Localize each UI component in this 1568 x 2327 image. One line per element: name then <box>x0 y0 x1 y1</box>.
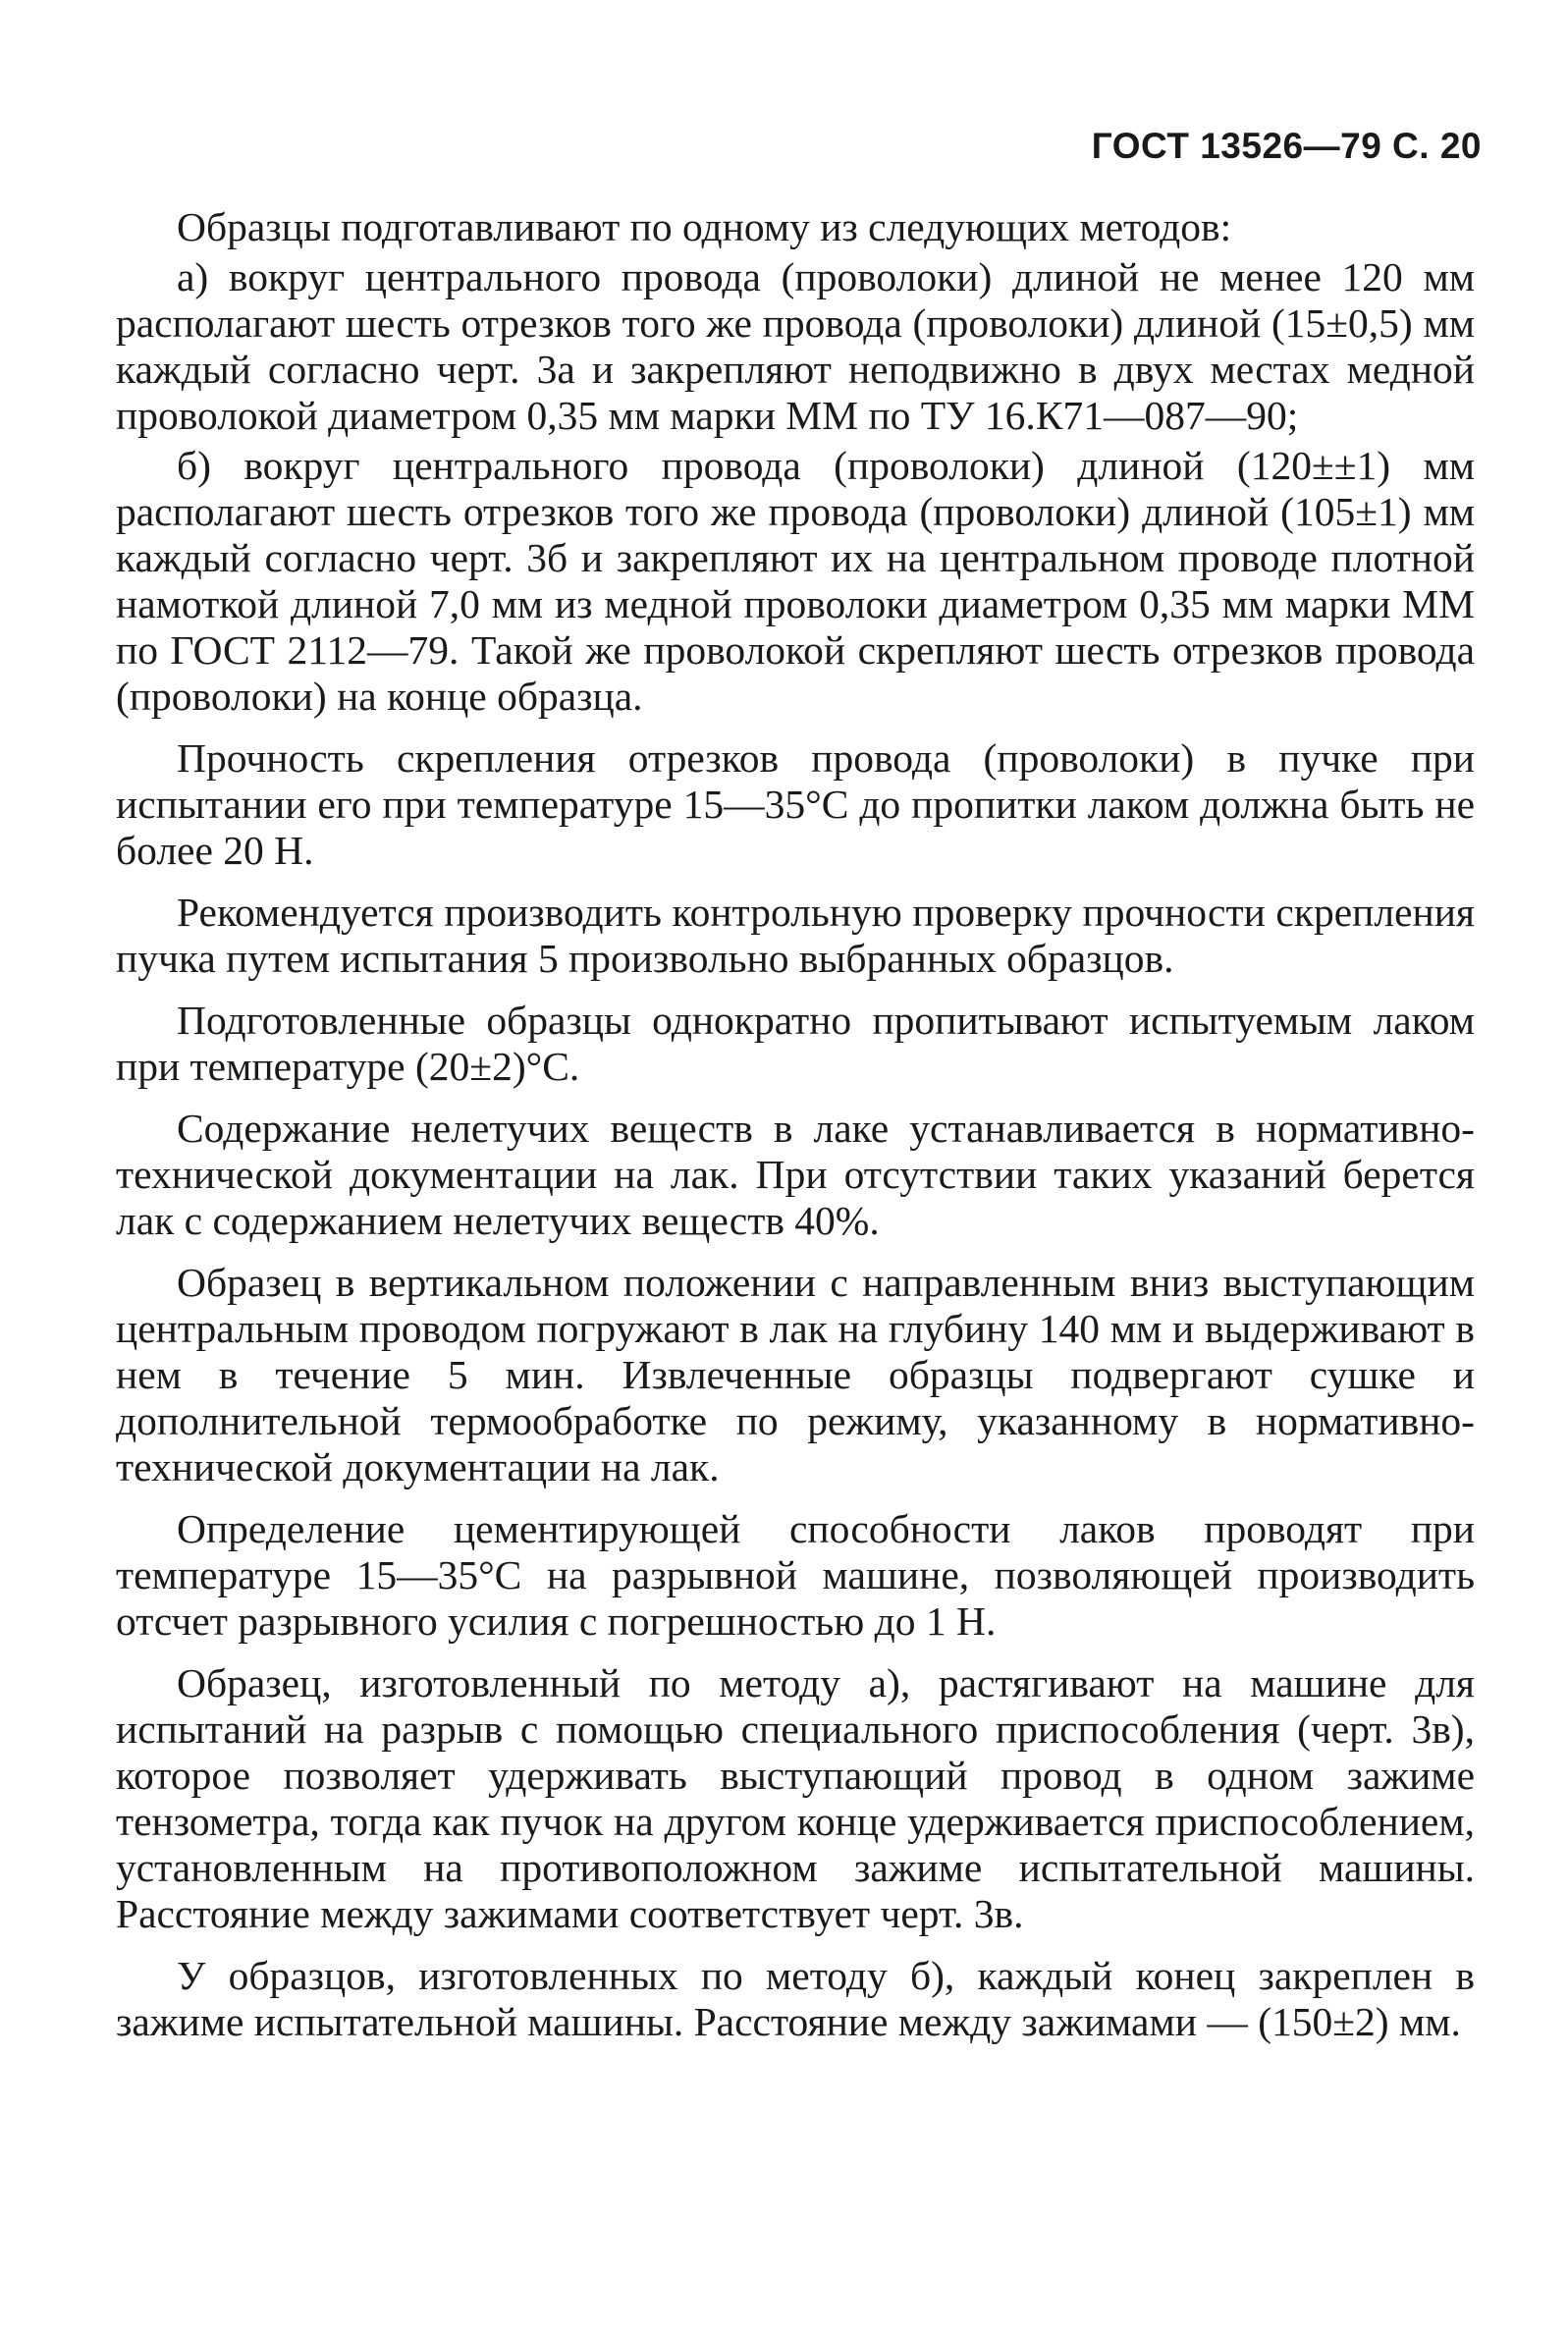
paragraph-control-check: Рекомендуется производить контрольную проверку прочности скрепления пучка путем испытания 5 произвольно выбранных образцов. <box>116 890 1475 981</box>
page-header: ГОСТ 13526—79 С. 20 <box>1091 126 1482 166</box>
paragraph-impregnation: Подготовленные образцы однократно пропитывают испытуемым лаком при температуре (20±2)°С. <box>116 998 1475 1089</box>
paragraph-testing-machine: Определение цементирующей способности лаков проводят при температуре 15—35°С на разрывной машине, позволяющей производить отсчет разрывного усилия с погрешностью до 1 Н. <box>116 1506 1475 1644</box>
document-body <box>116 204 1475 2061</box>
paragraph-method-b: б) вокруг центрального провода (проволоки) длиной (120±±1) мм располагают шесть отрезков того же провода (проволоки) длиной (105±1) мм каждый согласно черт. 3б и закрепляют их на центральном проводе плотной намоткой длиной 7,0 мм из медной проволоки диаметром 0,35 мм марки ММ по ГОСТ 2112—79. Такой же проволокой скрепляют шесть отрезков провода (проволоки) на конце образца. <box>116 443 1475 719</box>
paragraph-methods-intro: Образцы подготавливают по одному из следующих методов: <box>177 204 1232 249</box>
paragraph-method-a-test: Образец, изготовленный по методу а), растягивают на машине для испытаний на разрыв с помощью специального приспособления (черт. 3в), которое позволяет удерживать выступающий провод в одном зажиме тензометра, тогда как пучок на другом конце удерживается приспособлением, установленным на противоположном зажиме испытательной машины. Расстояние между зажимами соответствует черт. 3в. <box>116 1660 1475 1936</box>
paragraph-bond-strength: Прочность скрепления отрезков провода (проволоки) в пучке при испытании его при температуре 15—35°С до пропитки лаком должна быть не более 20 Н. <box>116 735 1475 873</box>
paragraph-method-a: а) вокруг центрального провода (проволоки) длиной не менее 120 мм располагают шесть отрезков того же провода (проволоки) длиной (15±0,5) мм каждый согласно черт. 3а и закрепляют неподвижно в двух местах медной проволокой диаметром 0,35 мм марки ММ по ТУ 16.К71—087—90; <box>116 254 1475 438</box>
paragraph-immersion: Образец в вертикальном положении с направленным вниз выступающим центральным проводом погружают в лак на глубину 140 мм и выдерживают в нем в течение 5 мин. Извлеченные образцы подвергают сушке и дополнительной термообработке по режиму, указанному в нормативно-технической документации на лак. <box>116 1260 1475 1489</box>
paragraph-nonvolatile-content: Содержание нелетучих веществ в лаке устанавливается в нормативно-технической документации на лак. При отсутствии таких указаний берется лак с содержанием нелетучих веществ 40%. <box>116 1106 1475 1243</box>
paragraph-method-b-test: У образцов, изготовленных по методу б), каждый конец закреплен в зажиме испытательной машины. Расстояние между зажимами — (150±2) мм. <box>116 1953 1475 2044</box>
